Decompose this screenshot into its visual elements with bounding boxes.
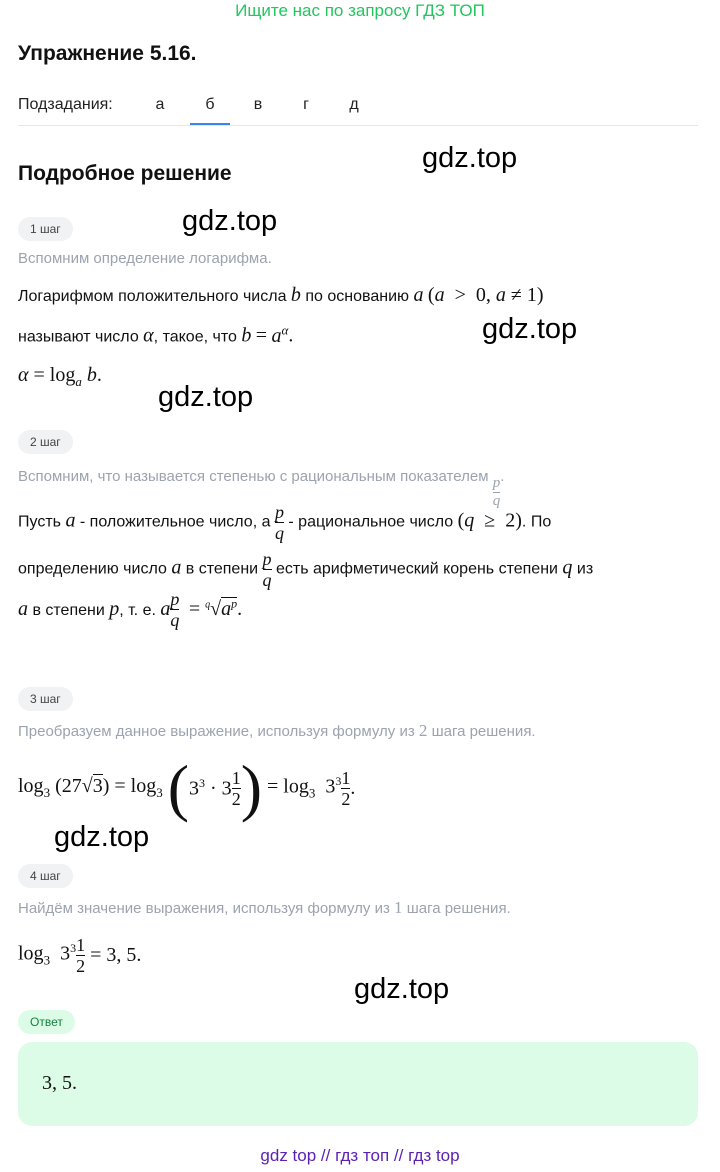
watermark: gdz.top bbox=[422, 142, 518, 174]
formula: $\log_3 (27√3) = \log_3$ ( $3^3 \cdot 3$ $\frac{1}{2}$ ) = $\log_3 3^3$ $\frac{1}{2}$ . bbox=[18, 752, 356, 823]
step-hint: Найдём значение выражения, используя формулу из 1 шага решения. bbox=[18, 898, 511, 917]
footer-links[interactable]: gdz top // гдз топ // гдз top bbox=[260, 1146, 460, 1165]
step-badge: 4 шаг bbox=[18, 864, 73, 888]
tab-g[interactable]: г bbox=[303, 96, 309, 113]
watermark: gdz.top bbox=[482, 313, 578, 345]
formula: $\log_3 3^3$ $\frac{1}{2}$ = 3, 5. bbox=[18, 934, 142, 976]
step-text: Логарифмом положительного числа b по основанию a (a > 0, a ≠ 1) bbox=[18, 284, 544, 306]
watermark: gdz.top bbox=[354, 973, 450, 1005]
step-hint: Вспомним, что называется степенью с рациональным показателем $\frac{p}{q}$ . bbox=[18, 468, 505, 509]
step-text: a в степени p, т. е. a $\frac{p}{q}$ = $^q√a^p$. bbox=[18, 589, 243, 630]
step-text: определению число a в степени $\frac{p}{q}$ есть арифметический корень степени q из bbox=[18, 549, 594, 590]
answer-value: 3, 5. bbox=[42, 1072, 77, 1094]
step-badge: 1 шаг bbox=[18, 217, 73, 241]
page-title: Упражнение 5.16. bbox=[18, 42, 197, 65]
top-banner: Ищите нас по запросу ГДЗ ТОП bbox=[235, 1, 485, 20]
watermark: gdz.top bbox=[182, 205, 278, 237]
tabs-divider bbox=[18, 125, 698, 126]
watermark: gdz.top bbox=[54, 821, 150, 853]
step-hint: Преобразуем данное выражение, используя формулу из 2 шага решения. bbox=[18, 721, 536, 740]
answer-box bbox=[18, 1042, 698, 1126]
step-badge: 2 шаг bbox=[18, 430, 73, 454]
tab-v[interactable]: в bbox=[253, 96, 263, 113]
tab-d[interactable]: д bbox=[349, 96, 359, 113]
step-hint: Вспомним определение логарифма. bbox=[18, 250, 272, 267]
step-text: называют число α, такое, что $b = a^\alpha$. bbox=[18, 322, 294, 347]
tab-b[interactable]: б bbox=[190, 96, 230, 125]
watermark: gdz.top bbox=[158, 381, 254, 413]
answer-badge: Ответ bbox=[18, 1010, 75, 1034]
subtasks-label: Подзадания: bbox=[18, 96, 113, 113]
section-title: Подробное решение bbox=[18, 162, 232, 185]
tab-a[interactable]: а bbox=[155, 96, 165, 113]
step-text: Пусть a - положительное число, а $\frac{p}{q}$ - рациональное число (q ≥ 2). По bbox=[18, 502, 552, 543]
step-badge: 3 шаг bbox=[18, 687, 73, 711]
formula: $\alpha = \log_a b$. bbox=[18, 364, 102, 389]
